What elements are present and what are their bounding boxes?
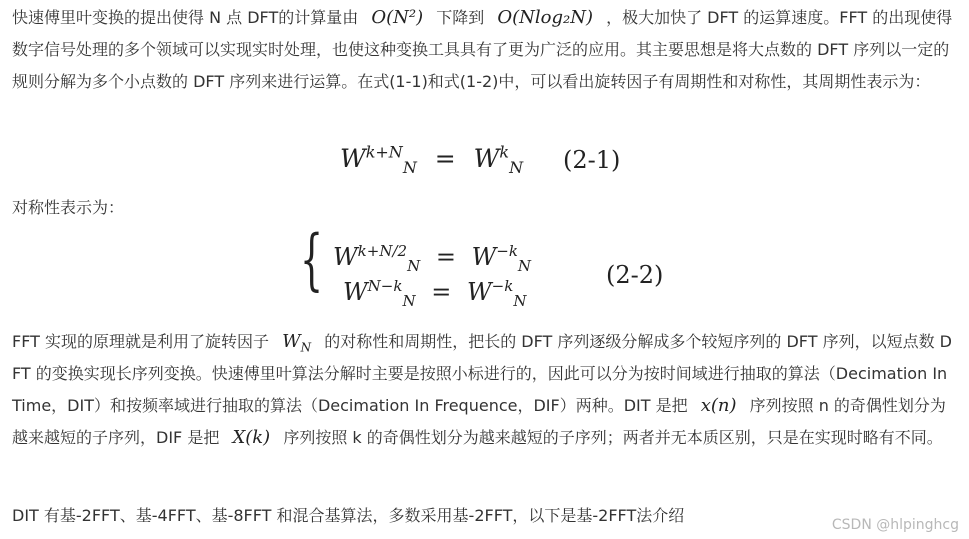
exponent: k+N	[365, 142, 403, 162]
twiddle-symbol: W	[333, 243, 358, 271]
twiddle-symbol: W	[473, 144, 500, 173]
paragraph-fft-principle	[12, 326, 957, 454]
subscript: N	[402, 158, 417, 177]
csdn-watermark: CSDN @hlpinghcg	[831, 517, 959, 533]
text-segment: 快速傅里叶变换的提出使得 N 点 DFT的计算量由	[12, 8, 359, 27]
subscript: N	[513, 291, 527, 310]
time-sequence-formula: x(n)	[700, 395, 737, 416]
twiddle-symbol: W	[471, 243, 497, 271]
paragraph-fft-intro	[12, 2, 957, 98]
twiddle-symbol: W	[340, 144, 366, 173]
twiddle-factor-inline	[274, 331, 319, 355]
equation-number: (2-1)	[563, 146, 621, 174]
exponent: k+N/2	[357, 242, 408, 260]
left-brace: {	[300, 221, 324, 298]
exponent: N−k	[367, 277, 403, 295]
frequency-sequence-formula: X(k)	[232, 427, 271, 448]
exponent: −k	[496, 242, 518, 260]
subscript: N	[300, 340, 312, 355]
equals-sign: =	[434, 144, 456, 173]
symmetry-formula-line-1	[333, 242, 532, 275]
text-segment: 下降到	[436, 8, 485, 27]
subscript: N	[402, 291, 416, 310]
subscript: N	[407, 256, 421, 275]
equals-sign: =	[435, 243, 456, 271]
periodicity-formula	[340, 142, 524, 177]
exponent: −k	[491, 277, 514, 295]
text-segment: 序列按照 n 的奇偶性划分为越来越短的子序列，DIF 是把	[12, 396, 946, 447]
text-segment: 的对称性和周期性，把长的 DFT 序列逐级分解成多个较短序列的 DFT 序列，以短点数 DFT 的变换实现长序列变换。快速傅里叶算法分解时主要是按照小标进行的，因此可以分为按时间域进行抽取的算法（Decimation In Time，DIT）和按频率域进行抽取的算法（Decimation In Frequence，DIF）两种。DIT 是把	[12, 332, 952, 415]
equals-sign: =	[431, 278, 452, 306]
text-segment: ，极大加快了 DFT 的运算速度。FFT 的出现使得数字信号处理的多个领域可以实现实时处理，也使这种变换工具具有了更为广泛的应用。其主要思想是将大点数的 DFT 序列以一定的规则分解为多个小点数的 DFT 序列来进行运算。在式(1-1)和式(1-2)中，可以看出旋转因子有周期性和对称性，其周期性表示为：	[12, 8, 953, 91]
equation-symmetry	[0, 221, 969, 315]
exponent: k	[499, 142, 510, 162]
equation-periodicity	[0, 140, 969, 188]
twiddle-symbol: W	[282, 331, 301, 352]
twiddle-symbol: W	[343, 278, 368, 306]
symmetry-label: 对称性表示为：	[12, 198, 125, 217]
complexity-formula-after: O(Nlog₂N)	[497, 7, 593, 28]
paragraph-radix-methods: DIT 有基-2FFT、基-4FFT、基-8FFT 和混合基算法，多数采用基-2FFT，以下是基-2FFT法介绍	[12, 506, 685, 525]
twiddle-symbol: W	[466, 278, 492, 306]
subscript: N	[517, 256, 532, 275]
complexity-formula-before: O(N²)	[371, 7, 424, 28]
equation-number: (2-2)	[606, 261, 664, 289]
symmetry-formula-line-2	[343, 277, 527, 310]
subscript: N	[509, 158, 524, 177]
text-segment: FFT 实现的原理就是利用了旋转因子	[12, 332, 269, 351]
text-segment: 序列按照 k 的奇偶性划分为越来越短的子序列；两者并无本质区别，只是在实现时略有不同。	[283, 428, 943, 447]
